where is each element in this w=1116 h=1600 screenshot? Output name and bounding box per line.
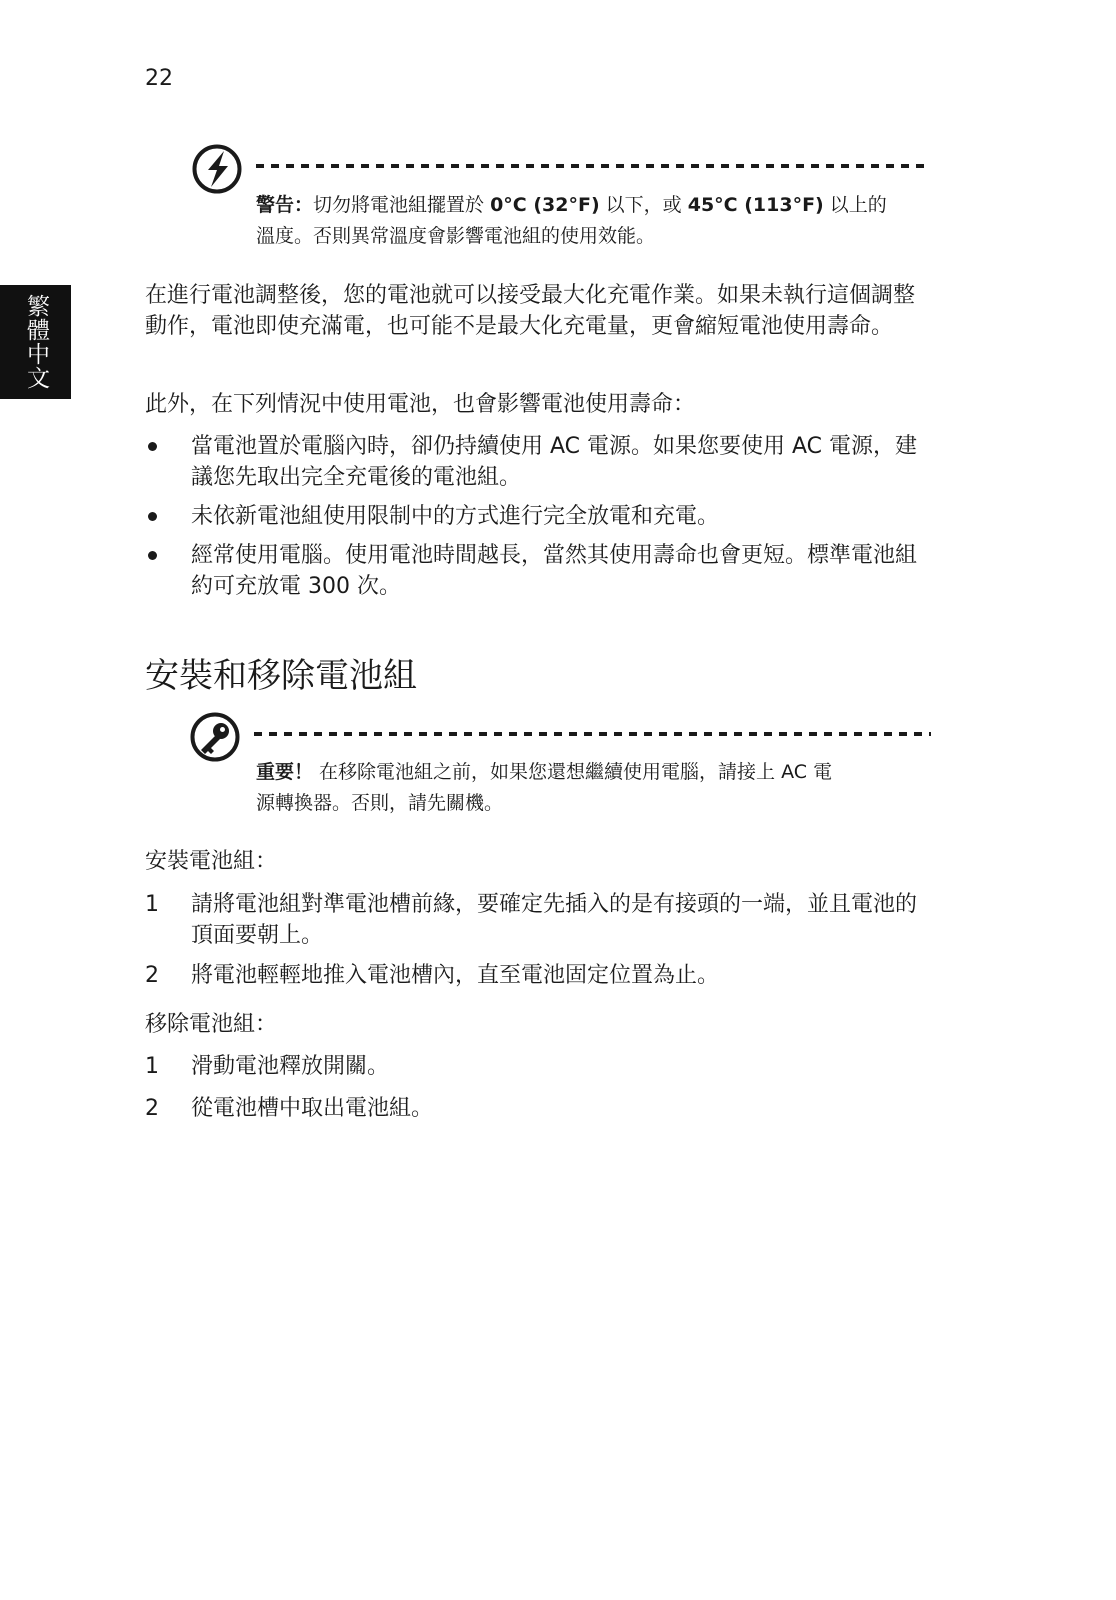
warning-text (256, 190, 887, 252)
important-note (188, 710, 935, 820)
warning-line-2: 溫度。否則異常溫度會影響電池組的使用效能。 (256, 225, 656, 247)
warning-label: 警告： (256, 194, 314, 216)
warning-line-1: 警告：切勿將電池組擺置於 0°C (32°F) 以下，或 45°C (113°F) 以上的 (256, 194, 887, 216)
bullet-dot (148, 551, 157, 560)
bullet-dot (148, 512, 157, 521)
bullet-dot (148, 442, 157, 451)
important-divider (254, 732, 931, 736)
important-line-1: 重要！ 在移除電池組之前，如果您還想繼續使用電腦，請接上 AC 電 (256, 761, 833, 783)
warning-note (190, 142, 935, 252)
remove-step: 2 從電池槽中取出電池組。 (145, 1093, 935, 1124)
warning-divider (256, 164, 929, 168)
install-label: 安裝電池組： (145, 849, 278, 874)
page-number: 22 (145, 66, 173, 91)
important-line-2: 源轉換器。否則，請先關機。 (256, 792, 504, 814)
bullet-item: 經常使用電腦。使用電池時間越長，當然其使用壽命也會更短。標準電池組約可充放電 300 次。 (145, 540, 935, 602)
lightning-bolt-circle-icon (190, 142, 244, 196)
paragraph-calibration: 在進行電池調整後，您的電池就可以接受最大化充電作業。如果未執行這個調整動作，電池即使充滿電，也可能不是最大化充電量，更會縮短電池使用壽命。 (145, 283, 916, 339)
step-number: 2 (145, 1096, 159, 1121)
remove-label: 移除電池組： (145, 1012, 278, 1037)
language-side-tab: 繁體中文 (0, 285, 71, 399)
step-number: 2 (145, 963, 159, 988)
step-number: 1 (145, 892, 159, 917)
bullet-item: 當電池置於電腦內時，卻仍持續使用 AC 電源。如果您要使用 AC 電源，建議您先取出完全充電後的電池組。 (145, 431, 935, 493)
important-label: 重要！ (256, 761, 314, 783)
bullet-item: 未依新電池組使用限制中的方式進行完全放電和充電。 (145, 501, 935, 532)
install-step: 2 將電池輕輕地推入電池槽內，直至電池固定位置為止。 (145, 960, 935, 991)
section-heading: 安裝和移除電池組 (145, 656, 417, 696)
install-step: 1 請將電池組對準電池槽前緣，要確定先插入的是有接頭的一端，並且電池的頂面要朝上。 (145, 889, 935, 951)
paragraph-lifetime-intro: 此外，在下列情況中使用電池，也會影響電池使用壽命： (145, 392, 696, 417)
important-text (256, 757, 832, 819)
remove-step: 1 滑動電池釋放開關。 (145, 1051, 935, 1082)
step-number: 1 (145, 1054, 159, 1079)
key-circle-icon (188, 710, 242, 764)
